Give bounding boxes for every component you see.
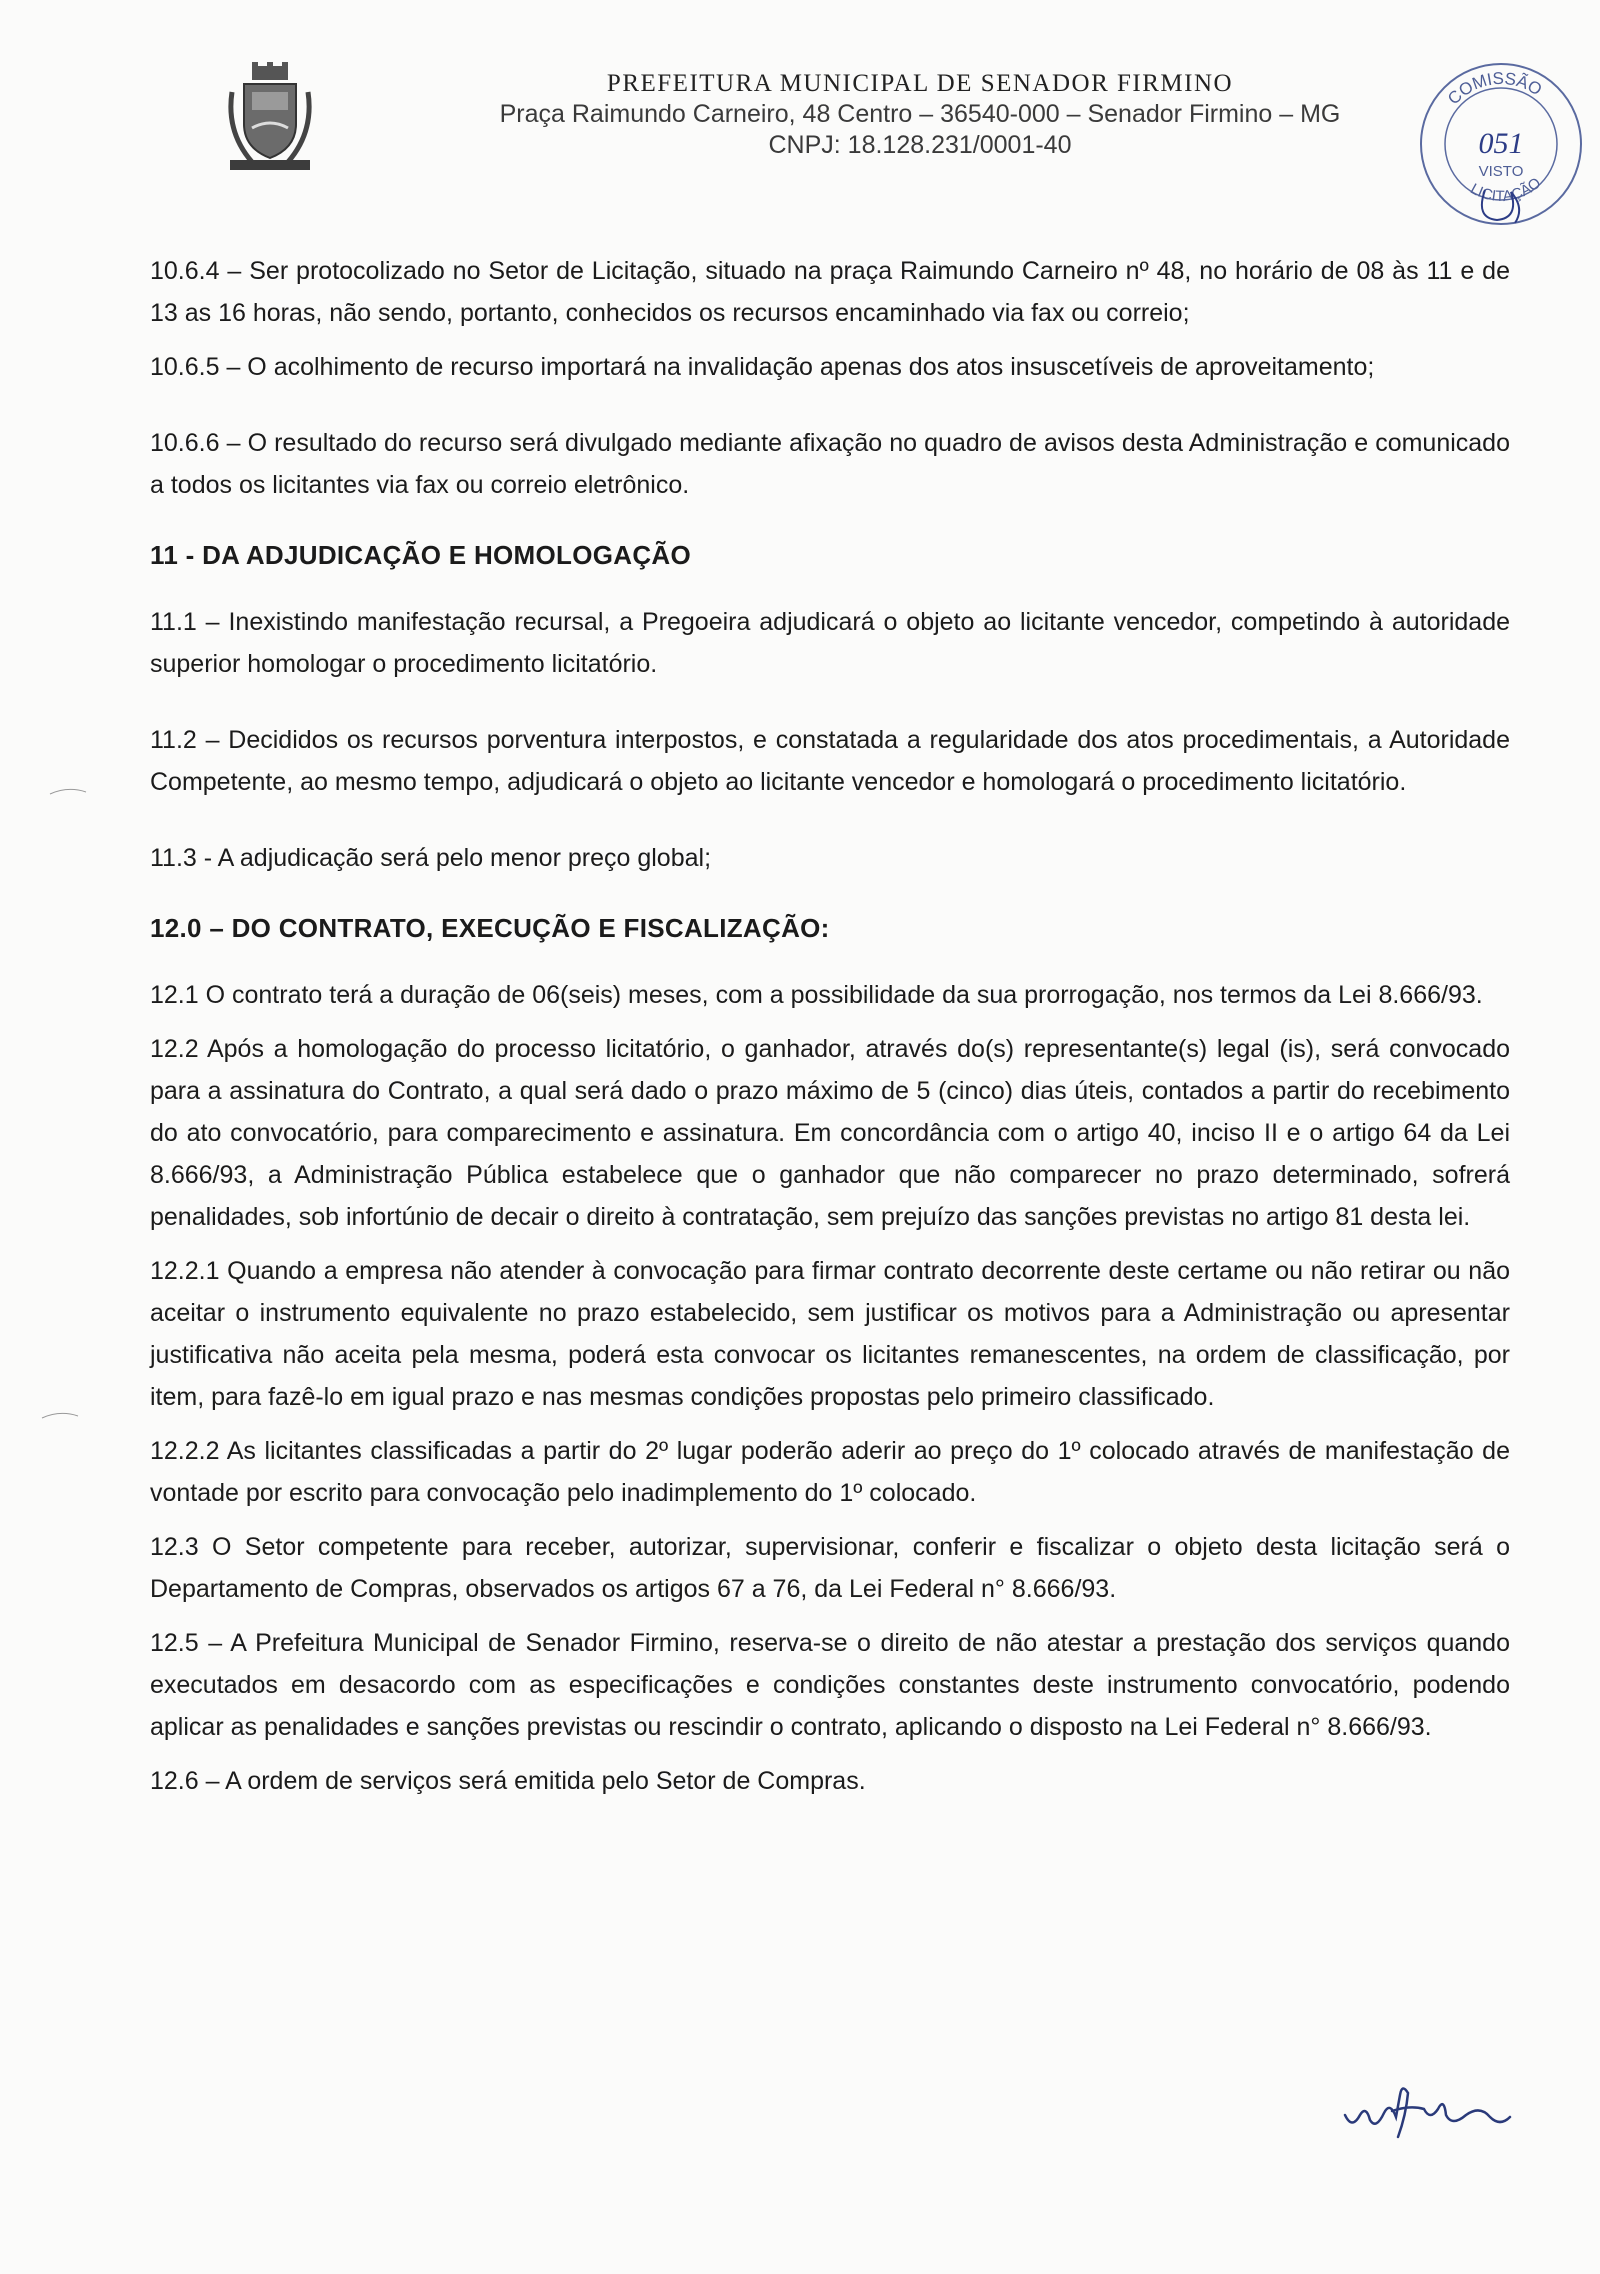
paragraph-10-6-6: 10.6.6 – O resultado do recurso será divulgado mediante afixação no quadro de avisos desta Administração e comunicado a todos os licitantes via fax ou correio eletrônico. [150, 429, 1510, 499]
section-heading-11: 11 - DA ADJUDICAÇÃO E HOMOLOGAÇÃO [150, 540, 692, 570]
letterhead [440, 70, 1400, 160]
paragraph-10-6-5: 10.6.5 – O acolhimento de recurso importará na invalidação apenas dos atos insuscetíveis de aproveitamento; [150, 353, 1375, 381]
section-heading-12: 12.0 – DO CONTRATO, EXECUÇÃO E FISCALIZAÇÃO: [150, 913, 830, 943]
paragraph-11-2: 11.2 – Decididos os recursos porventura interpostos, e constatada a regularidade dos atos procedimentais, a Autoridade Competente, ao mesmo tempo, adjudicará o objeto ao licitante vencedor e homologará o procedimento licitatório. [150, 726, 1510, 796]
paragraph-11-3: 11.3 - A adjudicação será pelo menor preço global; [150, 844, 712, 872]
paragraph-12-2-2: 12.2.2 As licitantes classificadas a partir do 2º lugar poderão aderir ao preço do 1º colocado através de manifestação de vontade por escrito para convocação pelo inadimplemento do 1º colocado. [150, 1437, 1510, 1507]
paragraph-12-5: 12.5 – A Prefeitura Municipal de Senador Firmino, reserva-se o direito de não atestar a prestação dos serviços quando executados em desacordo com as especificações e condições constantes deste instrumento convocatório, podendo aplicar as penalidades e sanções previstas ou rescindir o contrato, aplicando o disposto na Lei Federal n° 8.666/93. [150, 1629, 1510, 1741]
paragraph-10-6-4: 10.6.4 – Ser protocolizado no Setor de Licitação, situado na praça Raimundo Carneiro nº 48, no horário de 08 às 11 e de 13 as 16 horas, não sendo, portanto, conhecidos os recursos encaminhado via fax ou correio; [150, 257, 1510, 327]
handwritten-signature [1340, 2075, 1515, 2150]
paragraph-12-3: 12.3 O Setor competente para receber, autorizar, supervisionar, conferir e fiscalizar o objeto desta licitação será o Departamento de Compras, observados os artigos 67 a 76, da Lei Federal n° 8.666/93. [150, 1533, 1510, 1603]
stamp-bottom-text: LICITAÇÃO [1467, 174, 1545, 206]
commission-stamp [1415, 58, 1587, 230]
paragraph-12-2: 12.2 Após a homologação do processo licitatório, o ganhador, através do(s) representante(s) legal (is), será convocado para a assinatura do Contrato, a qual será dado o prazo máximo de 5 (cinco) dias úteis, contados a partir do recebimento do ato convocatório, para comparecimento e assinatura. Em concordância com o artigo 40, inciso II e o artigo 64 da Lei 8.666/93, a Administração Pública estabelece que o ganhador que não comparecer no prazo determinado, sofrerá penalidades, sob infortúnio de decair o direito à contratação, sem prejuízo das sanções previstas no artigo 81 desta lei. [150, 1035, 1510, 1231]
stamp-middle-text: VISTO [1478, 163, 1524, 180]
letterhead-cnpj: CNPJ: 18.128.231/0001-40 [768, 131, 1072, 159]
stamp-number: 051 [1478, 127, 1524, 160]
stamp-top-text: COMISSÃO [1444, 68, 1546, 109]
letterhead-title: PREFEITURA MUNICIPAL DE SENADOR FIRMINO [606, 70, 1234, 97]
document-body [150, 250, 1510, 1814]
letterhead-address: Praça Raimundo Carneiro, 48 Centro – 36540-000 – Senador Firmino – MG [499, 100, 1341, 128]
paragraph-12-2-1: 12.2.1 Quando a empresa não atender à convocação para firmar contrato decorrente deste certame ou não retirar ou não aceitar o instrumento equivalente no prazo estabelecido, sem justificar os motivos para a Administração ou apresentar justificativa não aceita pela mesma, poderá esta convocar os licitantes remanescentes, na ordem de classificação, por item, para fazê-lo em igual prazo e nas mesmas condições propostas pelo primeiro classificado. [150, 1257, 1510, 1411]
paragraph-11-1: 11.1 – Inexistindo manifestação recursal, a Pregoeira adjudicará o objeto ao licitante vencedor, competindo à autoridade superior homologar o procedimento licitatório. [150, 608, 1510, 678]
scan-mark [40, 1410, 80, 1420]
coat-of-arms-icon [222, 62, 318, 174]
paragraph-12-6: 12.6 – A ordem de serviços será emitida pelo Setor de Compras. [150, 1767, 866, 1795]
scan-mark [48, 786, 88, 796]
paragraph-12-1: 12.1 O contrato terá a duração de 06(seis) meses, com a possibilidade da sua prorrogação, nos termos da Lei 8.666/93. [150, 981, 1483, 1009]
